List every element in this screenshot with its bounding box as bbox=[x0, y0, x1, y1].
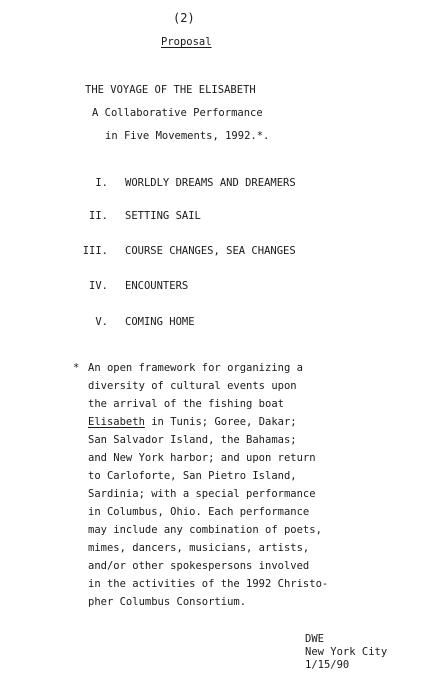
footnote-line: and/or other spokespersons involved bbox=[88, 560, 310, 572]
movement-numeral: V. bbox=[95, 316, 108, 328]
footnote-line: pher Columbus Consortium. bbox=[88, 596, 247, 608]
movement-item bbox=[0, 316, 433, 330]
movement-name: WORLDLY DREAMS AND DREAMERS bbox=[125, 177, 296, 189]
footnote-line: San Salvador Island, the Bahamas; bbox=[88, 434, 297, 446]
movement-numeral: I. bbox=[95, 177, 108, 189]
footnote-line bbox=[88, 416, 297, 428]
footnote-marker: * bbox=[73, 362, 80, 374]
footnote-line: mimes, dancers, musicians, artists, bbox=[88, 542, 310, 554]
footnote-line: the arrival of the fishing boat bbox=[88, 398, 284, 410]
movement-item bbox=[0, 280, 433, 294]
page-number: (2) bbox=[173, 11, 195, 25]
footnote-line: to Carloforte, San Pietro Island, bbox=[88, 470, 297, 482]
movement-name: COMING HOME bbox=[125, 316, 195, 328]
signature-date: 1/15/90 bbox=[305, 659, 350, 671]
footnote-line: and New York harbor; and upon return bbox=[88, 452, 316, 464]
footnote-line: in Columbus, Ohio. Each performance bbox=[88, 506, 310, 518]
movement-name: SETTING SAIL bbox=[125, 210, 201, 222]
performance-title: THE VOYAGE OF THE ELISABETH bbox=[85, 84, 256, 96]
performance-subtitle-2: in Five Movements, 1992.*. bbox=[105, 130, 270, 142]
movement-numeral: IV. bbox=[89, 280, 108, 292]
movement-numeral: II. bbox=[89, 210, 108, 222]
performance-subtitle: A Collaborative Performance bbox=[92, 107, 263, 119]
movement-item bbox=[0, 245, 433, 259]
footnote-line: An open framework for organizing a bbox=[88, 362, 303, 374]
footnote-line: diversity of cultural events upon bbox=[88, 380, 297, 392]
document-title: Proposal bbox=[161, 36, 212, 48]
signature-initials: DWE bbox=[305, 633, 324, 645]
movement-item bbox=[0, 177, 433, 191]
footnote-line: may include any combination of poets, bbox=[88, 524, 322, 536]
footnote-line: in the activities of the 1992 Christo- bbox=[88, 578, 329, 590]
movement-name: COURSE CHANGES, SEA CHANGES bbox=[125, 245, 296, 257]
footnote-line-rest: in Tunis; Goree, Dakar; bbox=[144, 416, 297, 428]
ship-name: Elisabeth bbox=[88, 416, 145, 428]
footnote-line: Sardinia; with a special performance bbox=[88, 488, 316, 500]
signature-place: New York City bbox=[305, 646, 388, 658]
movement-item bbox=[0, 210, 433, 224]
movement-name: ENCOUNTERS bbox=[125, 280, 189, 292]
movement-numeral: III. bbox=[82, 245, 108, 257]
